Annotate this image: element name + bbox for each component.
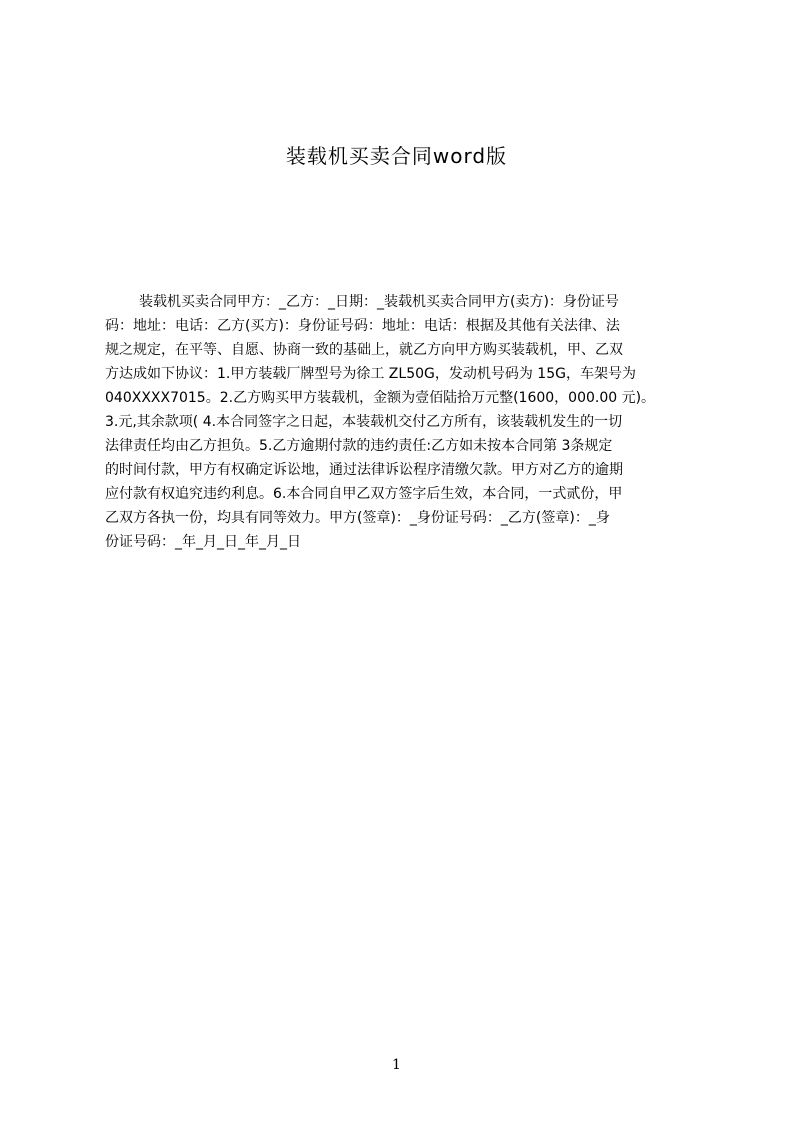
page-number: 1 xyxy=(392,1057,401,1073)
body-line: 应付款有权追究违约利息。6.本合同自甲乙双方签字后生效，本合同，一式贰份，甲 xyxy=(105,486,623,502)
body-line: 份证号码：_年_月_日_年_月_日 xyxy=(105,534,301,550)
body-line: 乙双方各执一份，均具有同等效力。甲方(签章)：_身份证号码：_乙方(签章)：_身 xyxy=(105,510,610,526)
body-line: 规之规定，在平等、自愿、协商一致的基础上，就乙方向甲方购买装载机，甲、乙双 xyxy=(105,342,623,358)
body-line: 040XXXX7015。2.乙方购买甲方装载机，金额为壹佰陆拾万元整(1600，000.00 元)。 xyxy=(105,390,656,406)
document-title: 装载机买卖合同word版 xyxy=(285,144,508,168)
body-line: 码：地址：电话：乙方(买方)：身份证号码：地址：电话：根据及其他有关法律、法 xyxy=(105,318,620,334)
body-line: 3.元,其余款项( 4.本合同签字之日起，本装载机交付乙方所有，该装载机发生的一切 xyxy=(105,414,623,430)
body-line: 方达成如下协议：1.甲方装载厂牌型号为徐工 ZL50G，发动机号码为 15G，车架号为 xyxy=(105,366,636,382)
contract-body xyxy=(105,290,698,554)
body-line: 的时间付款，甲方有权确定诉讼地，通过法律诉讼程序清缴欠款。甲方对乙方的逾期 xyxy=(105,462,623,478)
body-line: 装载机买卖合同甲方：_乙方：_日期：_装载机买卖合同甲方(卖方)：身份证号 xyxy=(139,294,619,310)
body-line: 法律责任均由乙方担负。5.乙方逾期付款的违约责任:乙方如未按本合同第 3条规定 xyxy=(105,438,613,454)
